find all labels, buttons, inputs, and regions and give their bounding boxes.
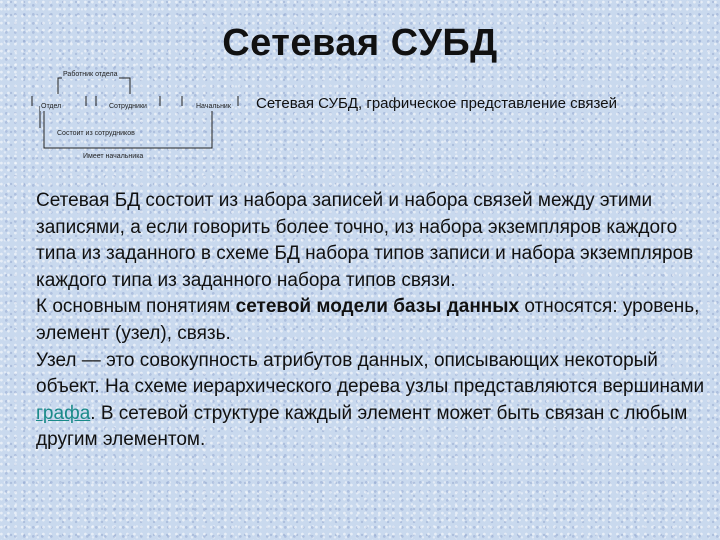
diagram-caption: Сетевая СУБД, графическое представление связей <box>256 95 617 112</box>
paragraph <box>36 348 706 454</box>
slide-title: Сетевая СУБД <box>222 22 498 64</box>
text-run: . В сетевой структуре каждый элемент может быть связан с любым другим элементом. <box>36 402 688 451</box>
diagram-lines <box>30 66 255 166</box>
network-diagram <box>30 66 255 166</box>
body-text <box>36 188 706 454</box>
diagram-bottom-link-label: Состоит из сотрудников <box>57 130 135 137</box>
paragraph: Сетевая БД состоит из набора записей и набора связей между этими записями, а если говорить более точно, из набора экземпляров каждого типа из заданного в схеме БД набора типов записи и набора экземпляров каждого типа из заданного набора типов связи. <box>36 190 694 291</box>
diagram-node-label: Начальник <box>196 103 231 110</box>
text-run: К основным понятиям <box>36 296 236 318</box>
diagram-top-link-label: Работник отдела <box>63 71 118 78</box>
bold-term: сетевой модели базы данных <box>235 296 520 318</box>
paragraph <box>36 294 706 347</box>
diagram-node-label: Сотрудники <box>109 103 147 110</box>
diagram-node-label: Отдел <box>41 103 62 110</box>
text-run: Узел — это совокупность атрибутов данных, описывающих некоторый объект. На схеме иерархического дерева узлы представляются вершинами <box>36 349 705 398</box>
text-run: относятся: уровень, элемент (узел), связь. <box>36 296 700 344</box>
diagram-bottom-link-label: Имеет начальника <box>83 153 144 160</box>
graph-link[interactable]: графа <box>36 402 91 424</box>
